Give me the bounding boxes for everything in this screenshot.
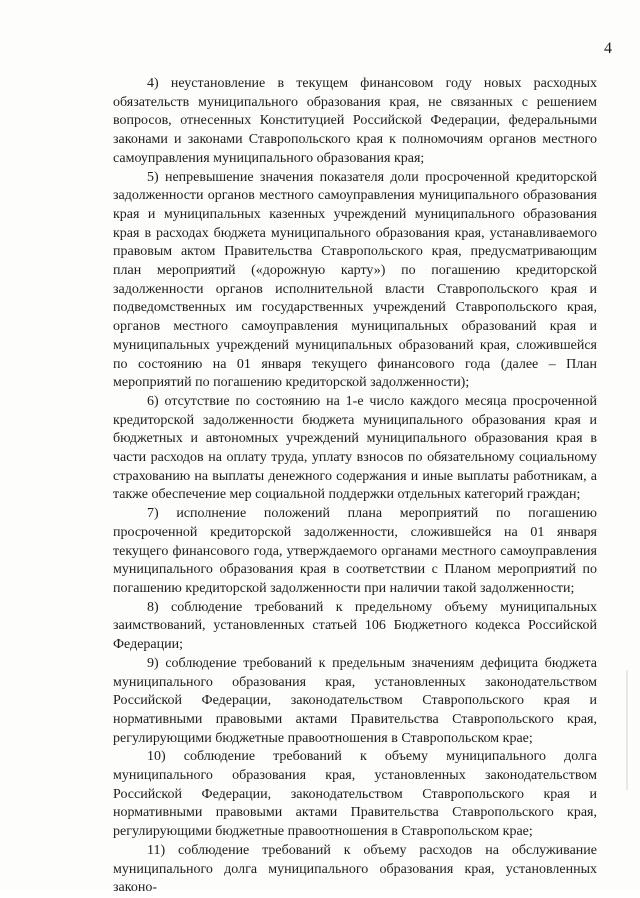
paragraph-item-10: 10) соблюдение требований к объему муниципального долга муниципального образования края, установленных законодательством Российской Федерации, законодательством Ставропольского края и нормативными правовыми актами Правительства Ставропольского края, регулирующими бюджетные правоотношения в Ставропольском крае; (113, 749, 597, 840)
paragraph-item-7: 7) исполнение положений плана мероприятий по погашению просроченной кредиторской задолженности, сложившейся на 01 января текущего финансового года, утверждаемого органами местного самоуправления муниципального образования края в соответствии с Планом мероприятий по погашению кредиторской задолженности при наличии такой задолженности; (113, 506, 597, 596)
paragraph-item-6: 6) отсутствие по состоянию на 1-е число каждого месяца просроченной кредиторской задолженности бюджета муниципального образования края и бюджетных и автономных учреждений муниципального образования края в части расходов на оплату труда, уплату взносов по обязательному социальному страхованию на выплаты денежного содержания и иные выплаты работникам, а также обеспечение мер социальной поддержки отдельных категорий граждан; (113, 393, 597, 503)
paragraph-item-4: 4) неустановление в текущем финансовом году новых расходных обязательств муниципального образования края, не связанных с решением вопросов, отнесенных Конституцией Российской Федерации, федеральными законами и законами Ставропольского края к полномочиям органов местного самоуправления муниципального образования края; (113, 76, 597, 166)
paragraph-item-11: 11) соблюдение требований к объему расходов на обслуживание муниципального долга муниципального образования края, установленных законо- (113, 842, 597, 896)
scan-edge-mark (626, 670, 628, 790)
paragraph-item-8: 8) соблюдение требований к предельному объему муниципальных заимствований, установленных статьей 106 Бюджетного кодекса Российской Федерации; (113, 599, 597, 653)
paragraph-item-9: 9) соблюдение требований к предельным значениям дефицита бюджета муниципального образования края, установленных законодательством Российской Федерации, законодательством Ставропольского края и нормативными правовыми актами Правительства Ставропольского края, регулирующими бюджетные правоотношения в Ставропольском крае; (113, 655, 597, 746)
document-body (113, 75, 597, 898)
page-number: 4 (604, 40, 612, 57)
paragraph-item-5: 5) непревышение значения показателя доли просроченной кредиторской задолженности органов местного самоуправления муниципального образования края и муниципальных казенных учреждений муниципального образования края в расходах бюджета муниципального образования края, устанавливаемого правовым актом Правительства Ставропольского края, предусматривающим план мероприятий («дорожную карту») по погашению кредиторской задолженности органов исполнительной власти Ставропольского края и подведомственных им государственных учреждений Ставропольского края, органов местного самоуправления муниципальных образований края и муниципальных учреждений муниципальных образований края, сложившейся по состоянию на 01 января текущего финансового года (далее – План мероприятий по погашению кредиторской задолженности); (113, 169, 597, 391)
